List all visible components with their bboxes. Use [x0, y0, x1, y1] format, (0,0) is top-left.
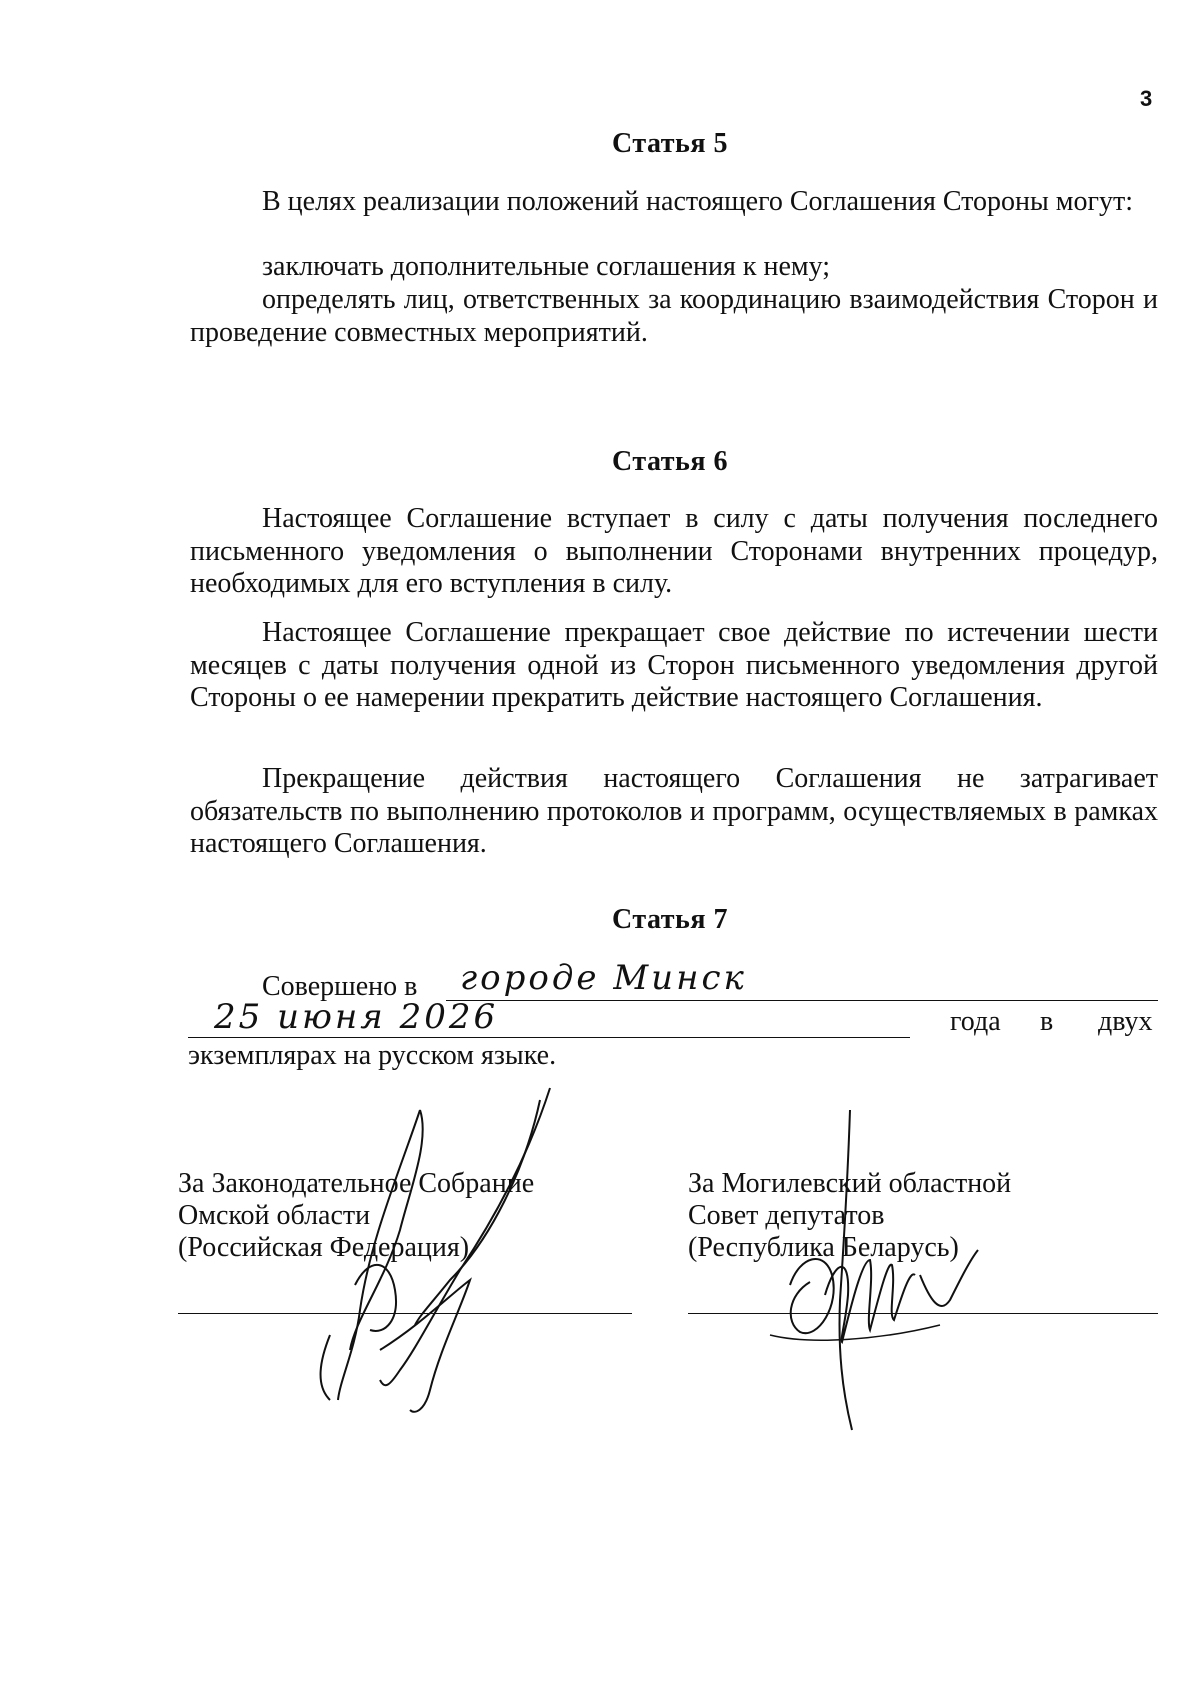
page-number: 3 [1140, 86, 1153, 111]
right-signatory-line-1: За Могилевский областной [688, 1168, 1012, 1199]
left-signatory-line-3: (Российская Федерация) [178, 1232, 470, 1263]
right-signature-image [770, 1110, 980, 1440]
right-signatory-line-3: (Республика Беларусь) [688, 1232, 959, 1263]
article-6-heading: Статья 6 [612, 446, 728, 477]
article-5-item-1: заключать дополнительные соглашения к нему; [262, 251, 831, 282]
article-7-heading: Статья 7 [612, 904, 728, 935]
handwritten-place: городе Минск [460, 958, 747, 998]
left-signatory-line-1: За Законодательное Собрание [178, 1168, 535, 1199]
two-word: двух [1098, 1006, 1153, 1037]
place-underline [446, 1000, 1158, 1001]
copies-line: экземплярах на русском языке. [188, 1040, 557, 1071]
article-5-heading: Статья 5 [612, 128, 728, 159]
date-underline [188, 1037, 910, 1038]
article-5-item-2: определять лиц, ответственных за координацию взаимодействия Сторон и проведение совместных мероприятий. [190, 284, 1158, 348]
in-word: в [1040, 1006, 1054, 1037]
article-6-paragraph-2: Настоящее Соглашение прекращает свое действие по истечении шести месяцев с даты получения одной из Сторон письменного уведомления другой Стороны о ее намерении прекратить действие настоящего Соглашения. [190, 617, 1158, 714]
left-signature-image [300, 1080, 600, 1420]
article-6-paragraph-3: Прекращение действия настоящего Соглашения не затрагивает обязательств по выполнению протоколов и программ, осуществляемых в рамках настоящего Соглашения. [190, 763, 1158, 860]
article-6-paragraph-1: Настоящее Соглашение вступает в силу с даты получения последнего письменного уведомления о выполнении Сторонами внутренних процедур, необходимых для его вступления в силу. [190, 503, 1158, 600]
article-5-paragraph-1: В целях реализации положений настоящего Соглашения Стороны могут: [262, 186, 1134, 217]
right-signatory-line-2: Совет депутатов [688, 1200, 885, 1231]
year-word: года [950, 1006, 1001, 1037]
left-signatory-line-2: Омской области [178, 1200, 371, 1231]
handwritten-date: 25 июня 2026 [214, 997, 499, 1037]
done-in-label: Совершено в [262, 971, 418, 1002]
